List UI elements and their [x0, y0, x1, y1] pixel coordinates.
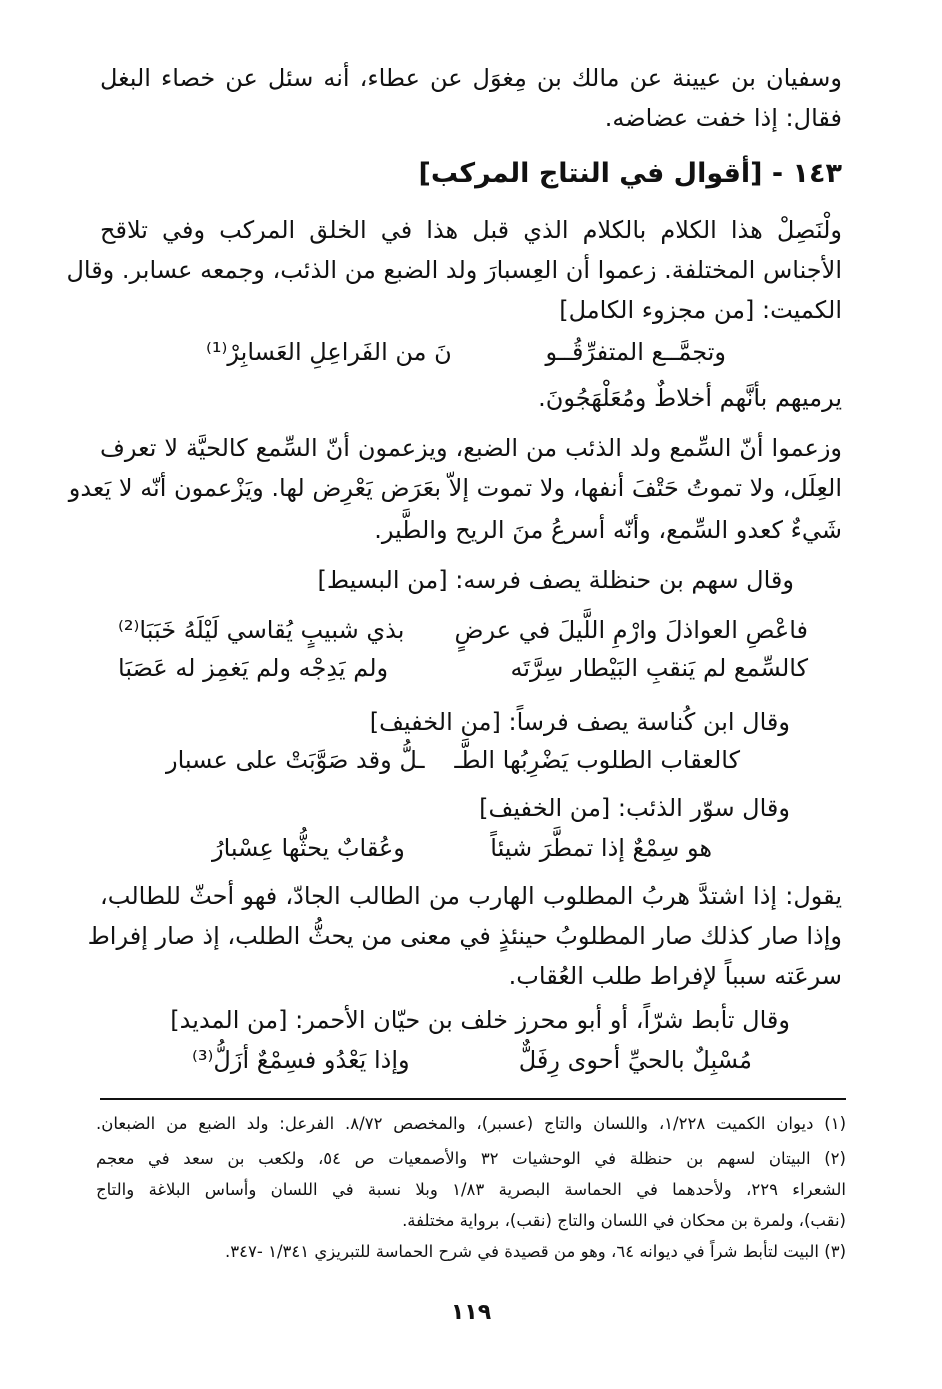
text-line: وقال تأبط شرّاً، أو أبو محرز خلف بن حيّان الأحمر: [من المديد] — [170, 1006, 790, 1034]
verse-hemistich-right: فاعْصِ العواذلَ وارْمِ اللَّيلَ في عرضٍ — [454, 616, 808, 644]
section-heading: ١٤٣ - [أقوال في النتاج المركب] — [418, 158, 842, 189]
text-line: وقال ابن كُناسة يصف فرساً: [من الخفيف] — [369, 708, 790, 736]
page-number: ١١٩ — [450, 1300, 492, 1325]
verse-hemistich-right: مُسْبِلٌ بالحيِّ أحوى رِفَلٌّ — [518, 1046, 752, 1074]
verse-line — [0, 1040, 942, 1080]
text-line: وقال سهم بن حنظلة يصف فرسه: [من البسيط] — [317, 566, 794, 594]
text-line: فقال: إذا خفت عضاضه. — [604, 104, 842, 132]
verse-hemistich-right: كالسِّمع لم يَنقبِ البَيْطار سِرَّتَه — [510, 654, 808, 682]
verse-hemistich-left: ـلُّ وقد صَوَّبَتْ على عسبار — [166, 746, 425, 774]
verse-hemistich-right: هو سِمْعٌ إذا تمطَّرَ شيئاً — [490, 834, 712, 862]
footnote: (١) ديوان الكميت ١/٢٢٨، واللسان والتاج (عسبر)، والمخصص ٨/٧٢. الفرعل: ولد الضبع من الضبعان. — [96, 1114, 847, 1133]
text-line: الكميت: [من مجزوء الكامل] — [559, 296, 842, 324]
text-line: شَيءٌ كعدو السِّمع، وأنّه أسرعُ منَ الريح والطَّير. — [374, 516, 842, 544]
verse-line — [0, 332, 942, 372]
text-line: يرميهم بأنَّهم أخلاطٌ ومُعَلْهَجُونَ. — [538, 384, 842, 412]
verse-hemistich-left: بذي شبيبٍ يُقاسي لَيْلَهُ خَبَبَا⁽²⁾ — [118, 616, 405, 644]
verse-line — [0, 740, 942, 780]
verse-hemistich-left: نَ من الفَراعِلِ العَسابِرْ⁽¹⁾ — [206, 338, 452, 366]
text-line: يقول: إذا اشتدَّ هربُ المطلوب الهارب من الطالب الجادّ، فهو أحثّ للطالب، — [100, 882, 842, 910]
text-line: الأجناس المختلفة. زعموا أن العِسبارَ ولد الضبع من الذئب، وجمعه عسابر. وقال — [66, 256, 842, 284]
footnote: (٢) البيتان لسهم بن حنظلة في الوحشيات ٣٢ والأصمعيات ص ٥٤، ولكعب بن سعد في معجم — [96, 1149, 846, 1168]
footnote-continuation: (نقب)، ولمرة بن محكان في اللسان والتاج (نقب)، برواية مختلفة. — [402, 1211, 846, 1230]
verse-hemistich-left: ولم يَدِجْه ولم يَغمِز له عَصَبَا — [118, 654, 389, 682]
verse-hemistich-left: وعُقابٌ يحثُّها عِسْبارُ — [212, 834, 405, 862]
verse-hemistich-right: كالعقاب الطلوب يَضْرِبُها الطَّـ — [454, 746, 740, 774]
verse-line — [0, 610, 942, 650]
text-line: وقال سوّر الذئب: [من الخفيف] — [479, 794, 790, 822]
verse-hemistich-left: وإذا يَعْدُو فسِمْعٌ أزَلُّ⁽³⁾ — [192, 1046, 410, 1074]
verse-line — [0, 828, 942, 868]
footnote-continuation: الشعراء ٢٢٩، ولأحدهما في الحماسة البصرية ١/٨٣ وبلا نسبة في اللسان وأساس البلاغة والتاج — [96, 1180, 847, 1199]
text-line: ولْنَصِلْ هذا الكلام بالكلام الذي قبل هذا في الخلق المركب وفي تلاقح — [100, 216, 842, 244]
text-line: وسفيان بن عيينة عن مالك بن مِغوَل عن عطاء، أنه سئل عن خصاء البغل — [100, 64, 842, 92]
text-line: وإذا صار كذلك صار المطلوبُ حينئذٍ في معنى من يحثُّ الطلب، إذ صار إفراط — [87, 922, 842, 950]
footnote-divider — [100, 1098, 846, 1100]
verse-hemistich-right: وتجمَّــع المتفرِّقُــو — [545, 338, 726, 366]
verse-line — [0, 648, 942, 688]
footnote: (٣) البيت لتأبط شراً في ديوانه ٦٤، وهو من قصيدة في شرح الحماسة للتبريزي ١/٣٤١ -٣٤٧. — [225, 1242, 846, 1261]
text-line: سرعَته سبباً لإفراط طلب العُقاب. — [508, 962, 842, 990]
text-line: وزعموا أنّ السِّمع ولد الذئب من الضبع، ويزعمون أنّ السِّمع كالحيَّة لا تعرف — [100, 434, 842, 462]
text-line: العِلَل، ولا تموتُ حَتْفَ أنفها، ولا تموت إلاّ بعَرَض يَعْرِض لها. ويَزْعمون أنّه لا يَعدو — [68, 474, 842, 502]
